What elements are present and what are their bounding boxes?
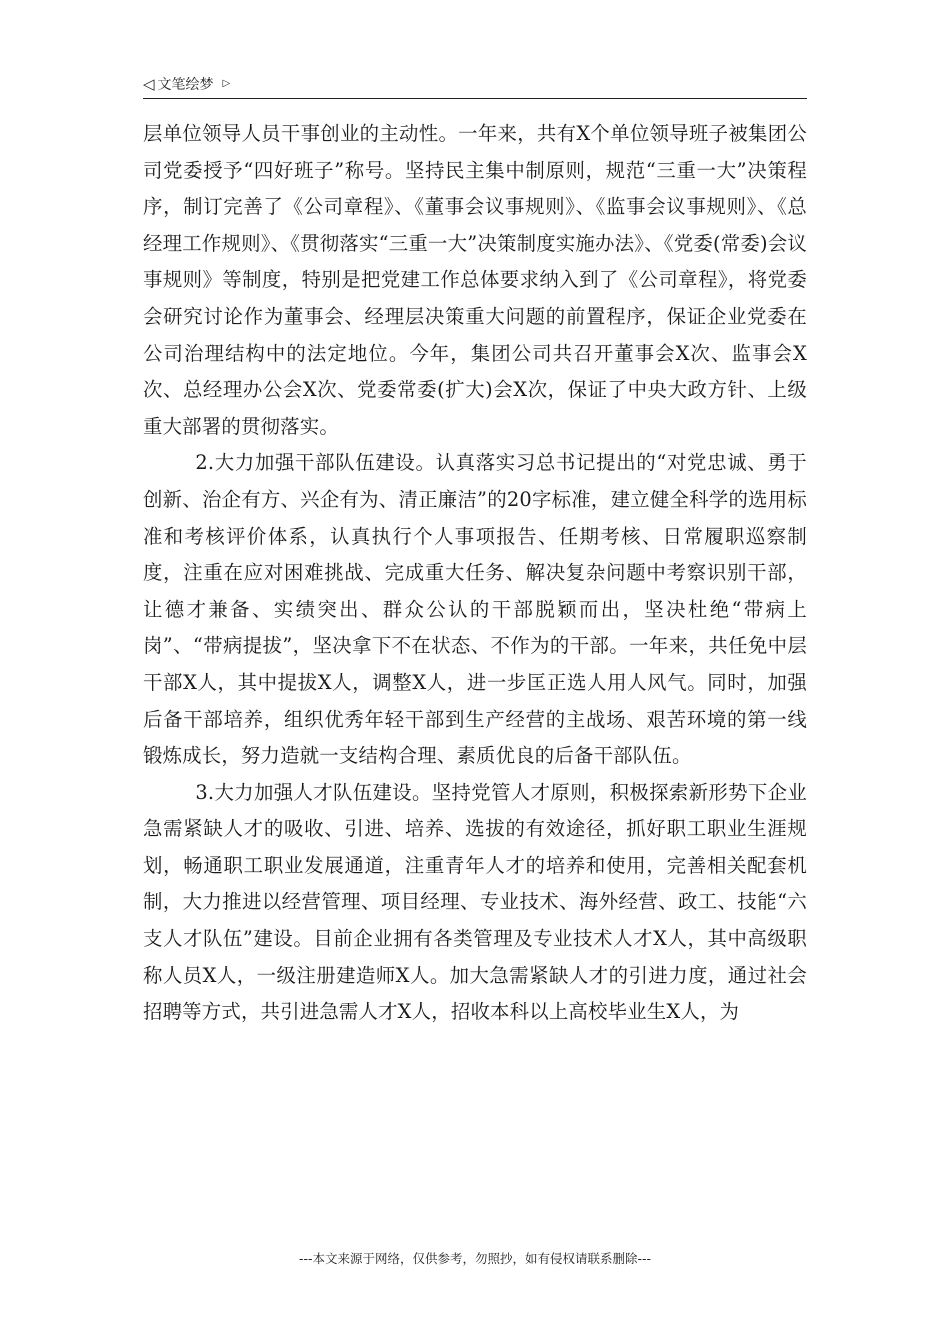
paragraph-1: 层单位领导人员干事创业的主动性。一年来，共有X个单位领导班子被集团公司党委授予“四好班子”称号。坚持民主集中制原则，规范“三重一大”决策程序，制订完善了《公司章程》、《董事会议事规则》、《监事会议事规则》、《总经理工作规则》、《贯彻落实“三重一大”决策制度实施办法》、《党委(常委)会议事规则》等制度，特别是把党建工作总体要求纳入到了《公司章程》，将党委会研究讨论作为董事会、经理层决策重大问题的前置程序，保证企业党委在公司治理结构中的法定地位。今年，集团公司共召开董事会X次、监事会X次、总经理办公会X次、党委常委(扩大)会X次，保证了中央大政方针、上级重大部署的贯彻落实。	[143, 122, 807, 438]
paragraph-3: 3.大力加强人才队伍建设。坚持党管人才原则，积极探索新形势下企业急需紧缺人才的吸收、引进、培养、选拔的有效途径，抓好职工职业生涯规划，畅通职工职业发展通道，注重青年人才的培养和使用，完善相关配套机制，大力推进以经营管理、项目经理、专业技术、海外经营、政工、技能“六支人才队伍”建设。目前企业拥有各类管理及专业技术人才X人，其中高级职称人员X人，一级注册建造师X人。加大急需紧缺人才的引进力度，通过社会招聘等方式，共引进急需人才X人，招收本科以上高校毕业生X人，为	[143, 780, 807, 1024]
header-logo	[143, 74, 230, 94]
page-header	[143, 70, 807, 99]
document-body	[143, 116, 807, 1031]
logo-text: 文笔绘梦	[157, 77, 214, 93]
paragraph-2: 2.大力加强干部队伍建设。认真落实习总书记提出的“对党忠诚、勇于创新、治企有方、兴企有为、清正廉洁”的20字标准，建立健全科学的选用标准和考核评价体系，认真执行个人事项报告、任期考核、日常履职巡察制度，注重在应对困难挑战、完成重大任务、解决复杂问题中考察识别干部，让德才兼备、实绩突出、群众公认的干部脱颖而出，坚决杜绝“带病上岗”、“带病提拔”，坚决拿下不在状态、不作为的干部。一年来，共任免中层干部X人，其中提拔X人，调整X人，进一步匡正选人用人风气。同时，加强后备干部培养，组织优秀年轻干部到生产经营的主战场、艰苦环境的第一线锻炼成长，努力造就一支结构合理、素质优良的后备干部队伍。	[143, 451, 807, 768]
triangle-right-icon: ▷	[222, 78, 231, 89]
page-footer: ---本文来源于网络，仅供参考，勿照抄，如有侵权请联系删除---	[298, 1251, 652, 1266]
triangle-left-icon: ◁	[143, 74, 155, 93]
